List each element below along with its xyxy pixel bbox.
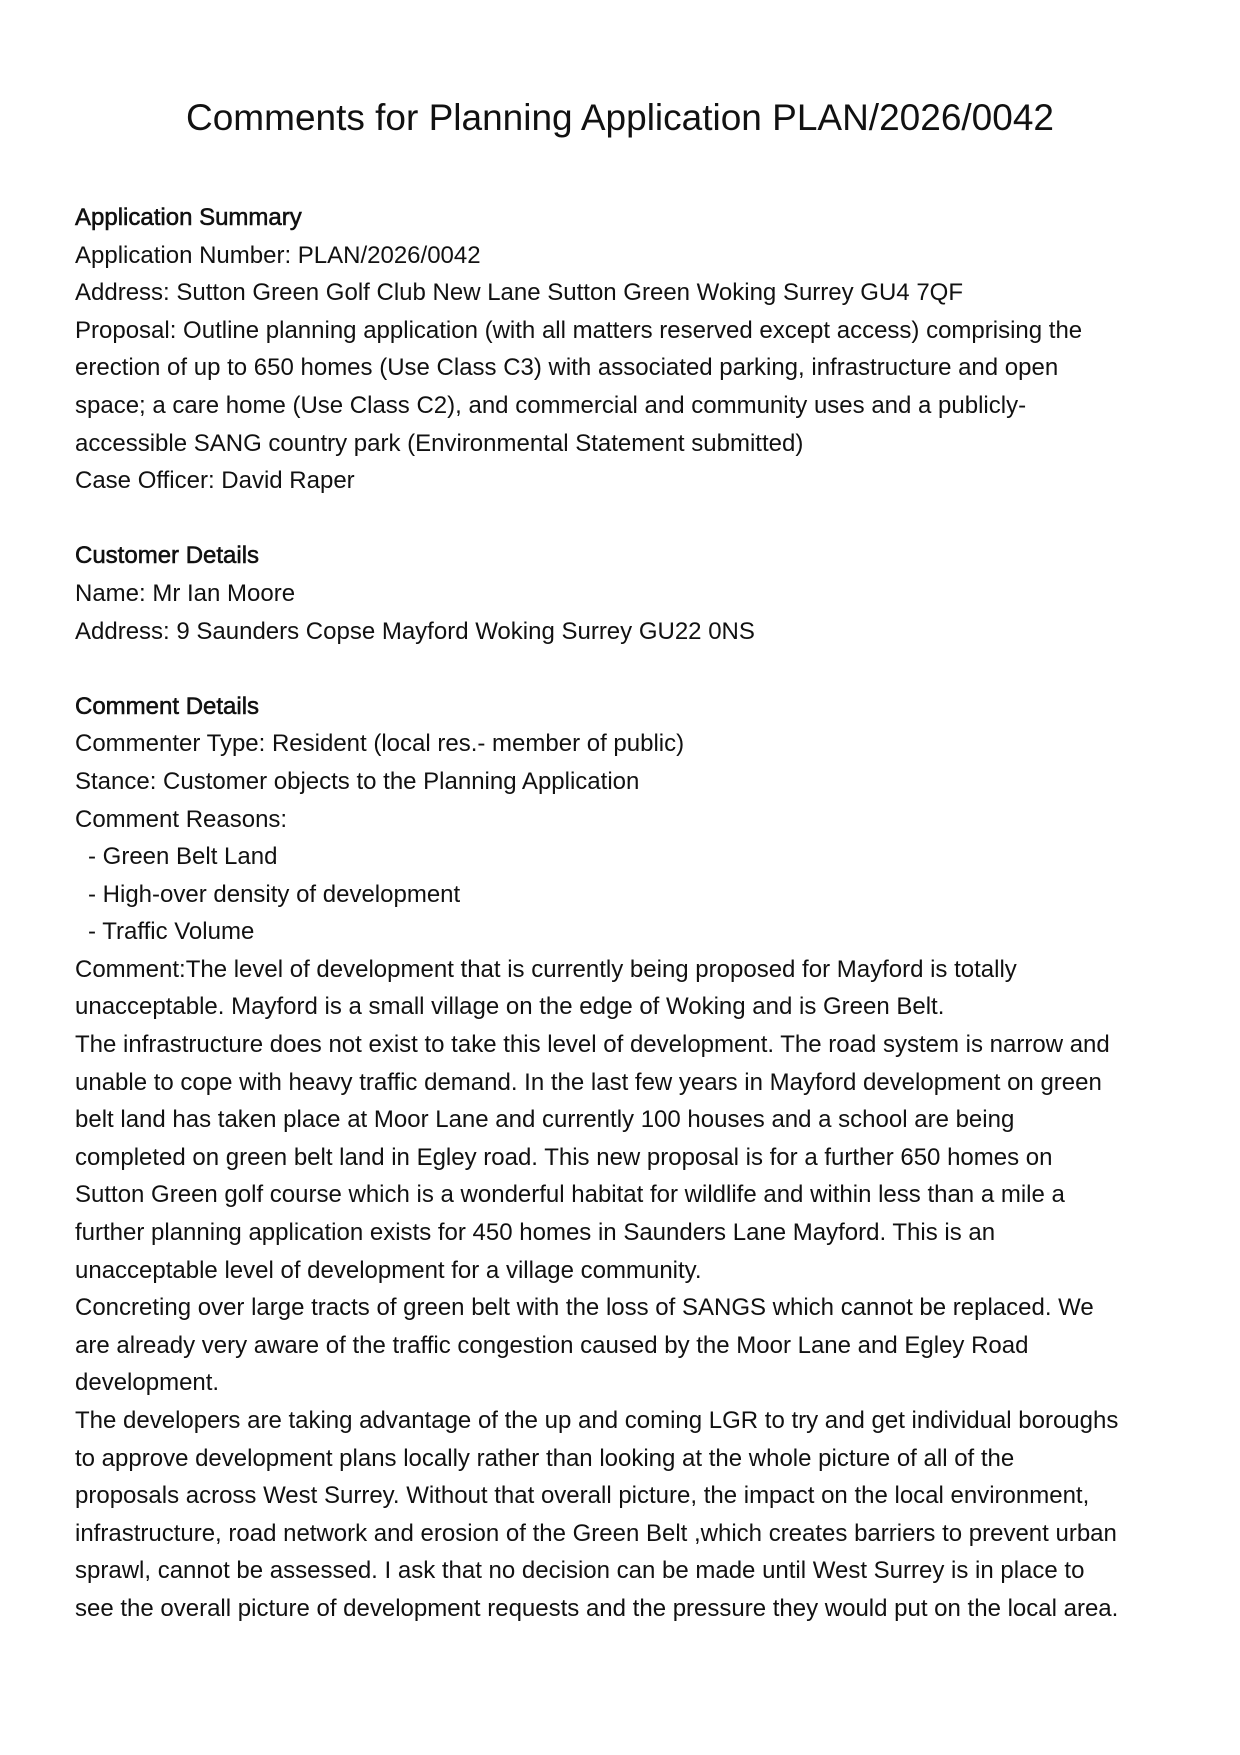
page-title: Comments for Planning Application PLAN/2026/0042 — [186, 97, 1054, 138]
application-number: Application Number: PLAN/2026/0042 — [75, 241, 481, 269]
comment-line: Sutton Green golf course which is a wonderful habitat for wildlife and within less than a mile a — [75, 1181, 1065, 1209]
comment-line: unacceptable level of development for a village community. — [75, 1256, 702, 1284]
comment-line: belt land has taken place at Moor Lane and currently 100 houses and a school are being — [75, 1106, 1015, 1134]
case-officer: Case Officer: David Raper — [75, 467, 355, 495]
comment-line: further planning application exists for 450 homes in Saunders Lane Mayford. This is an — [75, 1219, 996, 1247]
comment-line: The infrastructure does not exist to take this level of development. The road system is narrow and — [75, 1031, 1110, 1059]
proposal-line: Proposal: Outline planning application (with all matters reserved except access) comprising the — [75, 316, 1083, 344]
customer-name: Name: Mr Ian Moore — [75, 579, 296, 607]
document-body — [75, 199, 1185, 1628]
proposal-line: accessible SANG country park (Environmental Statement submitted) — [75, 429, 804, 457]
proposal-line: space; a care home (Use Class C2), and commercial and community uses and a publicly- — [75, 391, 1027, 419]
comment-line: are already very aware of the traffic congestion caused by the Moor Lane and Egley Road — [75, 1331, 1029, 1359]
application-address: Address: Sutton Green Golf Club New Lane Sutton Green Woking Surrey GU4 7QF — [75, 279, 963, 307]
comment-line: unable to cope with heavy traffic demand. In the last few years in Mayford development on green — [75, 1068, 1102, 1096]
comment-line: Concreting over large tracts of green belt with the loss of SANGS which cannot be replaced. We — [75, 1294, 1094, 1322]
application-summary-heading: Application Summary — [75, 204, 302, 231]
commenter-type: Commenter Type: Resident (local res.- member of public) — [75, 730, 685, 758]
section-spacer — [75, 500, 1185, 538]
customer-address: Address: 9 Saunders Copse Mayford Woking Surrey GU22 0NS — [75, 617, 755, 645]
customer-details-heading: Customer Details — [75, 542, 260, 570]
comment-reasons-label: Comment Reasons: — [75, 805, 288, 833]
comment-line: The developers are taking advantage of the up and coming LGR to try and get individual boroughs — [75, 1407, 1119, 1434]
comment-line: unacceptable. Mayford is a small village on the edge of Woking and is Green Belt. — [75, 993, 945, 1021]
application-summary-section — [75, 199, 1185, 500]
comment-line: see the overall picture of development requests and the pressure they would put on the local area. — [75, 1594, 1119, 1622]
comment-line: sprawl, cannot be assessed. I ask that no decision can be made until West Surrey is in place to — [75, 1557, 1085, 1585]
comment-reason-item: - High-over density of development — [88, 880, 461, 908]
section-spacer — [75, 650, 1185, 688]
comment-line: completed on green belt land in Egley road. This new proposal is for a further 650 homes on — [75, 1143, 1053, 1171]
comment-reason-item: - Traffic Volume — [88, 918, 255, 946]
customer-details-section — [75, 537, 1185, 650]
comment-line: proposals across West Surrey. Without that overall picture, the impact on the local environment, — [75, 1482, 1090, 1510]
comment-line: development. — [75, 1369, 220, 1397]
comment-line: infrastructure, road network and erosion of the Green Belt ,which creates barriers to prevent urban — [75, 1519, 1117, 1547]
comment-details-section — [75, 688, 1185, 1628]
comment-line: Comment:The level of development that is currently being proposed for Mayford is totally — [75, 955, 1017, 983]
comment-reason-item: - Green Belt Land — [88, 843, 278, 871]
stance: Stance: Customer objects to the Planning Application — [75, 767, 640, 795]
comment-details-heading: Comment Details — [75, 692, 260, 720]
comment-line: to approve development plans locally rather than looking at the whole picture of all of the — [75, 1444, 1015, 1472]
proposal-line: erection of up to 650 homes (Use Class C3) with associated parking, infrastructure and open — [75, 354, 1059, 382]
